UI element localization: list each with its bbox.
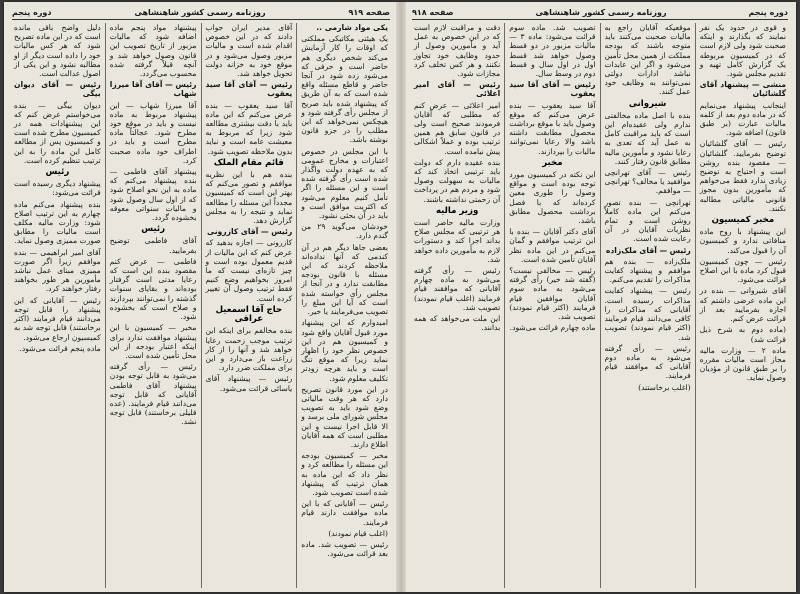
paragraph: امیر اعلائی — عرض کنم که مطلبی که آقایان فرمودند صحیح است ولی در قانون سابق هم همین ترتیب بوده و عملاً اشکالی پیش نیامده است.	[414, 100, 501, 156]
paragraph: پیشنهاد مواد پنجم ماده اضافه شود که مالیات مزبور از تاریخ تصویب این قانون وصول خواهد شد و آنچه قبلاً گرفته شده محسوب می‌گردد.	[109, 23, 197, 79]
paragraph: رئیس — رأی گرفته می‌شود به قابل توجه بودن پیشنهاد آقای فاطمی آقایانی که قابل توجه می‌دانند قیام فرمایند. (عده قلیلی برخاستند) قابل توجه نشد.	[109, 362, 197, 427]
text-column	[505, 23, 600, 588]
paragraph: تهرانچی — بنده تصور می‌کنم این ماده کاملاً روشن است و تمام نظریات آقایان در آن رعایت شده است.	[604, 197, 691, 244]
paragraph: آقا میرزا شهاب — این پیشنهاد مربوط به ماده نیست و باید در موقع خود مطرح شود. عجالتاً ماده مطرح است و باید در اطراف خود ماده صحبت کرد.	[109, 100, 197, 165]
left-page-header	[12, 5, 390, 20]
left-page-number: صفحه ۹۱۹	[348, 7, 390, 17]
paragraph: (اغلب برخاستند)	[638, 382, 691, 392]
paragraph: دیوان بیگی — بنده می‌خواستم عرض کنم که این پیشنهادات همه در کمیسیون مطرح شده است و کمیسیون پس از مطالعه کامل این ماده را به این ترتیب تنظیم کرده است.	[14, 100, 101, 165]
paragraph: رئیس — آقایانی که با این ماده موافقت دارند قیام فرمایند.	[301, 499, 388, 527]
paragraph: بنده پیشنهاد می‌کنم ماده چهارم به این ترتیب اصلاح شود: وزارت مالیه مکلف است مالیات را مطابق صورت ممیزی وصول نماید.	[14, 199, 101, 246]
text-column	[10, 23, 106, 588]
paragraph: رئیس — آقای تهرانچی موافقید یا مخالف؟ تهرانچی — موافقم.	[604, 168, 691, 196]
speaker-heading: شیروانی	[628, 98, 667, 109]
paragraph: فاطمی — عرض کنم مقصود بنده این است که رعایا مدتی است گرفتار بوده‌اند و بقایای سنوات گذشته را نمی‌توانند بپردازند و صلاح است که بخشوده شود.	[109, 256, 197, 322]
speaker-heading: وزیر مالیه	[435, 205, 479, 216]
paragraph: وزارت مالیه حاضر است هر ترتیبی که مجلس صلاح بداند اجرا کند و دستورات لازم به مأمورین داده خواهد شد.	[414, 218, 501, 264]
paragraph: آقا سید یعقوب — بنده عرض می‌کنم که موقع وصول باید با موقع برداشت محصول مطابقت داشته باشد والا رعایا نمی‌توانند مالیات را بپردازند.	[509, 100, 596, 156]
speaker-heading: رئیس	[45, 167, 70, 178]
right-page-session: دوره پنجم	[748, 7, 788, 17]
paragraph: امیدوارم که این پیشنهاد مورد قبول آقایان واقع شود و کمیسیون هم در این خصوص نظر خود را اظهار نماید زیرا که موقع تنگ است و باید هرچه زودتر تکلیف معلوم شود.	[301, 318, 388, 383]
paragraph: ماده ۲ — وزارت مالیه مجاز است مالیات مقرره را بر طبق قانون از مؤدیان وصول نماید.	[699, 345, 787, 383]
paragraph: با این مجلس در خصوص اعتبارات و مخارج عمومی که به عهده دولت واگذار شده است رأی گرفته شده است و این مسئله را اگر تأمل کنیم معلوم می‌شود که اکثریت موافق است و باید در آن بحثی نشود.	[301, 146, 388, 221]
paragraph: این نکته در کمیسیون مورد توجه بوده است و مواقع وصول را طوری معین کرده‌اند که با فصل برداشت محصول مطابق باشد.	[509, 170, 596, 226]
speaker-line: رئیس — آقای ملک‌زاده	[605, 245, 691, 255]
paragraph: رئیس — پیشنهاد کفایت مذاکرات رسیده است. آقایانی که مذاکرات را کافی می‌دانند قیام فرمایند (اکثر قیام نمودند) تصویب شد.	[604, 286, 691, 342]
paragraph: این ملت می‌خواهد که همه بدانند.	[414, 314, 501, 333]
paragraph: ماده پنجم قرائت می‌شود.	[19, 343, 101, 353]
paragraph: دقت و مراقبت لازم است که در این خصوص به عمل آید و مأمورین وصول از حدود وظایف خود تجاوز نکنند و هر کس تخلف کرد مجازات شود.	[414, 23, 501, 79]
paragraph: مخبر — کمیسیون بودجه این مسئله را مطالعه کرد و نظر داد که این ماده به همان ترتیب که پیشنهاد شده است تصویب شود.	[301, 451, 388, 497]
paragraph: رئیس — رأی گرفته می‌شود به ماده دوم آقایانی که موافقند قیام فرمایند.	[604, 343, 691, 381]
paragraph: این پیشنهاد با روح ماده منافاتی ندارد و کمیسیون آن را قبول می‌کند.	[699, 227, 786, 255]
paragraph: بنده مخالفم برای اینکه این ترتیب موجب زحمت رعایا خواهد شد و آنها را از کار زراعت باز می‌دارد و این برای مملکت ضرر دارد.	[205, 326, 293, 373]
paragraph: رئیس — تصویب شد. ماده بعد قرائت می‌شود.	[301, 539, 388, 559]
paragraph: یک هیئتی مکاتیکی مملکتی که اوقات را کار آزمایش می‌کند شخص دیگری هم حاضر است و حرفی که می‌شود زده شود در آنجا حاضر و قاطع مسئله واقع شده است که به آن طریق که پیشنهاد شده باید صریح از مجلس رأی گرفته شود و هیچکس نمی‌خواهد که این مطلب را در جزو قانون نوشته باشد.	[301, 34, 388, 145]
left-page-columns	[10, 23, 392, 588]
speaker-heading: مخبر	[542, 157, 563, 168]
speaker-line: منشی — پیشنهاد آقای گلشائیان	[699, 80, 786, 99]
paragraph: (اغلب قیام نمودند)	[328, 528, 388, 538]
paragraph: مخبر — کمیسیون با این پیشنهاد موافقت ندارد برای اینکه اعتبار بودجه از این محل تأمین شده است.	[109, 323, 197, 360]
paragraph: ملک‌زاده — بنده هم موافقم و پیشنهاد کفایت مذاکرات را تقدیم می‌کنم.	[604, 256, 691, 285]
paragraph: آقای فاطمی توضیح بفرمایید.	[109, 236, 197, 255]
right-page-number: صفحه ۹۱۸	[412, 7, 454, 17]
paragraph: بنده هم با این نظریه موافقم و تصور می‌کنم که بهتر این است که کمیسیون مجدداً این مسئله را مطالعه نماید و نتیجه را به مجلس گزارش دهد.	[205, 170, 293, 226]
paragraph: بنده عقیده دارم که دولت باید ترتیبی اتخاذ کند که مالیات به سهولت وصول شود و مردم هم در پرداخت آن زحمتی نداشته باشند.	[414, 157, 501, 204]
paragraph: کازرونی — اجازه بدهید که عرض کنم که این مالیات از قدیم معمول بوده است و چیز تازه‌ای نیست که ما امروز بخواهیم وضع کنیم فقط ترتیب وصول آن تغییر کرده است.	[205, 238, 293, 303]
newspaper-spread	[4, 2, 796, 592]
paragraph: موقعیکه آقایان راجع به مالیات صحبت می‌کنند باید متوجه باشند که بودجه مملکت از همین محل تأمین می‌شود و اگر این عایدات نباشد ادارات دولتی نمی‌توانند به وظایف خود عمل کنند.	[604, 23, 691, 97]
paragraph: پیشنهاد دیگری رسیده است قرائت می‌شود:	[14, 179, 101, 198]
speaker-heading: حاج آقا اسمعیل عراقی	[215, 304, 283, 325]
paragraph: رئیس — رأی گرفته می‌شود به ماده چهارم آقایانی که موافقند قیام فرمایند (اغلب قیام نمودند) تصویب شد.	[414, 266, 501, 312]
speaker-heading: مخبر کمیسیون	[711, 215, 775, 226]
paragraph: رئیس — آقایانی که این پیشنهاد را قابل توجه می‌دانند قیام فرمایند (اکثر برخاستند) قابل توجه شد به کمیسیون ارجاع می‌شود.	[14, 295, 101, 342]
speaker-line: رئیس — آقای آقا میرزا شهاب	[109, 80, 197, 99]
speaker-line: رئیس — آقای امیر اعلائی	[414, 80, 501, 99]
paragraph: تصویب شد. ماده سوم قرائت می‌شود: ماده ۳ — مالیات مزبور در دو قسط وصول خواهد شد قسط اول در اول سال و قسط دوم در وسط سال.	[509, 23, 596, 79]
paragraph: رئیس — پیشنهاد آقای یاسائی قرائت می‌شود.	[205, 374, 293, 393]
paragraph: آقای امیر ابراهیمی — بنده موافقم زیرا اگر صورت ممیزی مبنای عمل نباشد مأمورین هر طور بخواهند رفتار خواهند کرد.	[14, 247, 101, 294]
left-page-session: دوره پنجم	[12, 7, 52, 17]
speaker-heading: رئیس	[141, 224, 166, 235]
speaker-heading: قائم مقام الملک	[213, 157, 284, 168]
text-column	[410, 23, 505, 588]
text-column	[202, 23, 298, 588]
left-page	[4, 2, 398, 592]
paragraph: در این مورد قانون تصریح دارد که هر وقت مالیاتی وضع شود باید به تصویب مجلس شورای ملی برسد و الا قابل اجرا نیست و این مطلبی است که همه آقایان اطلاع دارند.	[301, 384, 388, 449]
paragraph: رئیس — چون کمیسیون قبول کرد ماده با این اصلاح قرائت می‌شود.	[699, 256, 786, 285]
paragraph: بعضی جاها دیگر هم در آن کندمی که آنها نداده‌اند ملاحظه کردند که این مسئله با قانون بودجه مطابقت ندارد و در آنجا از مجلس رأی خواسته شده است که آیا این مبلغ را تصویب می‌فرمایند یا خیر.	[301, 242, 388, 317]
text-column	[297, 23, 392, 588]
paragraph: (ماده دوم به شرح ذیل قرائت شد)	[699, 325, 786, 344]
speaker-line: یکی مواد شارمی ..	[316, 23, 388, 32]
paragraph: خودشان می‌گوید ۲۹ من گندم دارد.	[301, 222, 388, 241]
speaker-line: رئیس — آقای کازرونی	[207, 227, 293, 237]
left-page-title: روزنامه رسمی کشور شاهنشاهی	[134, 7, 266, 17]
speaker-line: رئیس — آقای آقا سید یعقوب	[205, 80, 293, 99]
right-page-title: روزنامه رسمی کشور شاهنشاهی	[535, 7, 667, 17]
speaker-line: رئیس — آقای آقا سید یعقوب	[509, 80, 596, 99]
paragraph: آقا سید یعقوب — بنده عرض می‌کنم که این ماده باید با دقت بیشتری مطالعه شود زیرا که مربوط به معیشت عامه است و نباید بدون ملاحظه تصویب شود.	[205, 100, 293, 156]
paragraph: آقای شیروانی — بنده در این ماده عرضی داشتم که اجازه بفرمایید بعد از قرائت عرض کنم.	[699, 286, 786, 324]
paragraph: و قوی در حدود یک نفر نمایند که بگذارند و اینکه صحبت شود ولی لازم است که در کمیسیون مربوطه یک گزارش کامل تهیه و تقدیم مجلس شود.	[699, 23, 786, 79]
paragraph: رئیس — مخالفی نیست؟ (گفته شد خیر) رأی گرفته می‌شود به ماده سوم آقایان موافقین قیام فرمایند (اکثر قیام نمودند) تصویب شد.	[509, 266, 596, 322]
paragraph: دلیل واضح باقی مانده است که در این ماده تصریح شود که هر کس مالیات خود را داده است دیگر از او مطالبه نشود و این یکی از اصول عدالت است.	[14, 23, 101, 79]
right-page-columns	[410, 23, 790, 588]
paragraph: ماده چهارم قرائت می‌شود.	[509, 323, 596, 333]
paragraph: پیشنهاد آقای فاطمی — بنده پیشنهاد می‌کنم که ماده به این نحو اصلاح شود که از اول سال وصول شود و مالیات سنواتی معوقه بخشوده گردد.	[109, 167, 197, 223]
right-page	[404, 2, 796, 592]
paragraph: آقای دکتر آقایان — بنده با این ترتیب موافقم و گمان می‌کنم در این ماده نظر آقایان تأمین شده است.	[509, 227, 596, 264]
text-column	[601, 23, 696, 588]
paragraph: رئیس — آقای گلشائیان توضیح بفرمایید. گلشائیان — مقصود بنده روشن است و احتیاج به توضیح زیادی ندارد فقط می‌خواهم که مأمورین بدون مجوز قانونی مالیاتی مطالبه نکنند.	[699, 139, 786, 213]
right-page-header	[412, 5, 788, 20]
text-column	[106, 23, 202, 588]
paragraph: بنده با اصل ماده مخالفتی ندارم ولی عقیده‌ام این است که باید مراقبت کامل به عمل آید که تعدی به رعایا نشود و مأمورین مالیه مطابق قانون رفتار کنند.	[604, 110, 691, 166]
text-column	[696, 23, 790, 588]
speaker-line: رئیس — آقای دیوان بیگی	[14, 80, 101, 99]
paragraph: اینجانب پیشنهاد می‌نمایم که در ماده دوم بعد از کلمه مالیات عبارت (بر طبق قانون) اضافه شود.	[699, 100, 786, 138]
paragraph: آقای مدیر ایران جواب دادند که در این خصوص اقدام شده است و مالیات مزبور وصول می‌شود و در موقع خود به خزانه دولت تحویل خواهد شد.	[205, 23, 293, 79]
